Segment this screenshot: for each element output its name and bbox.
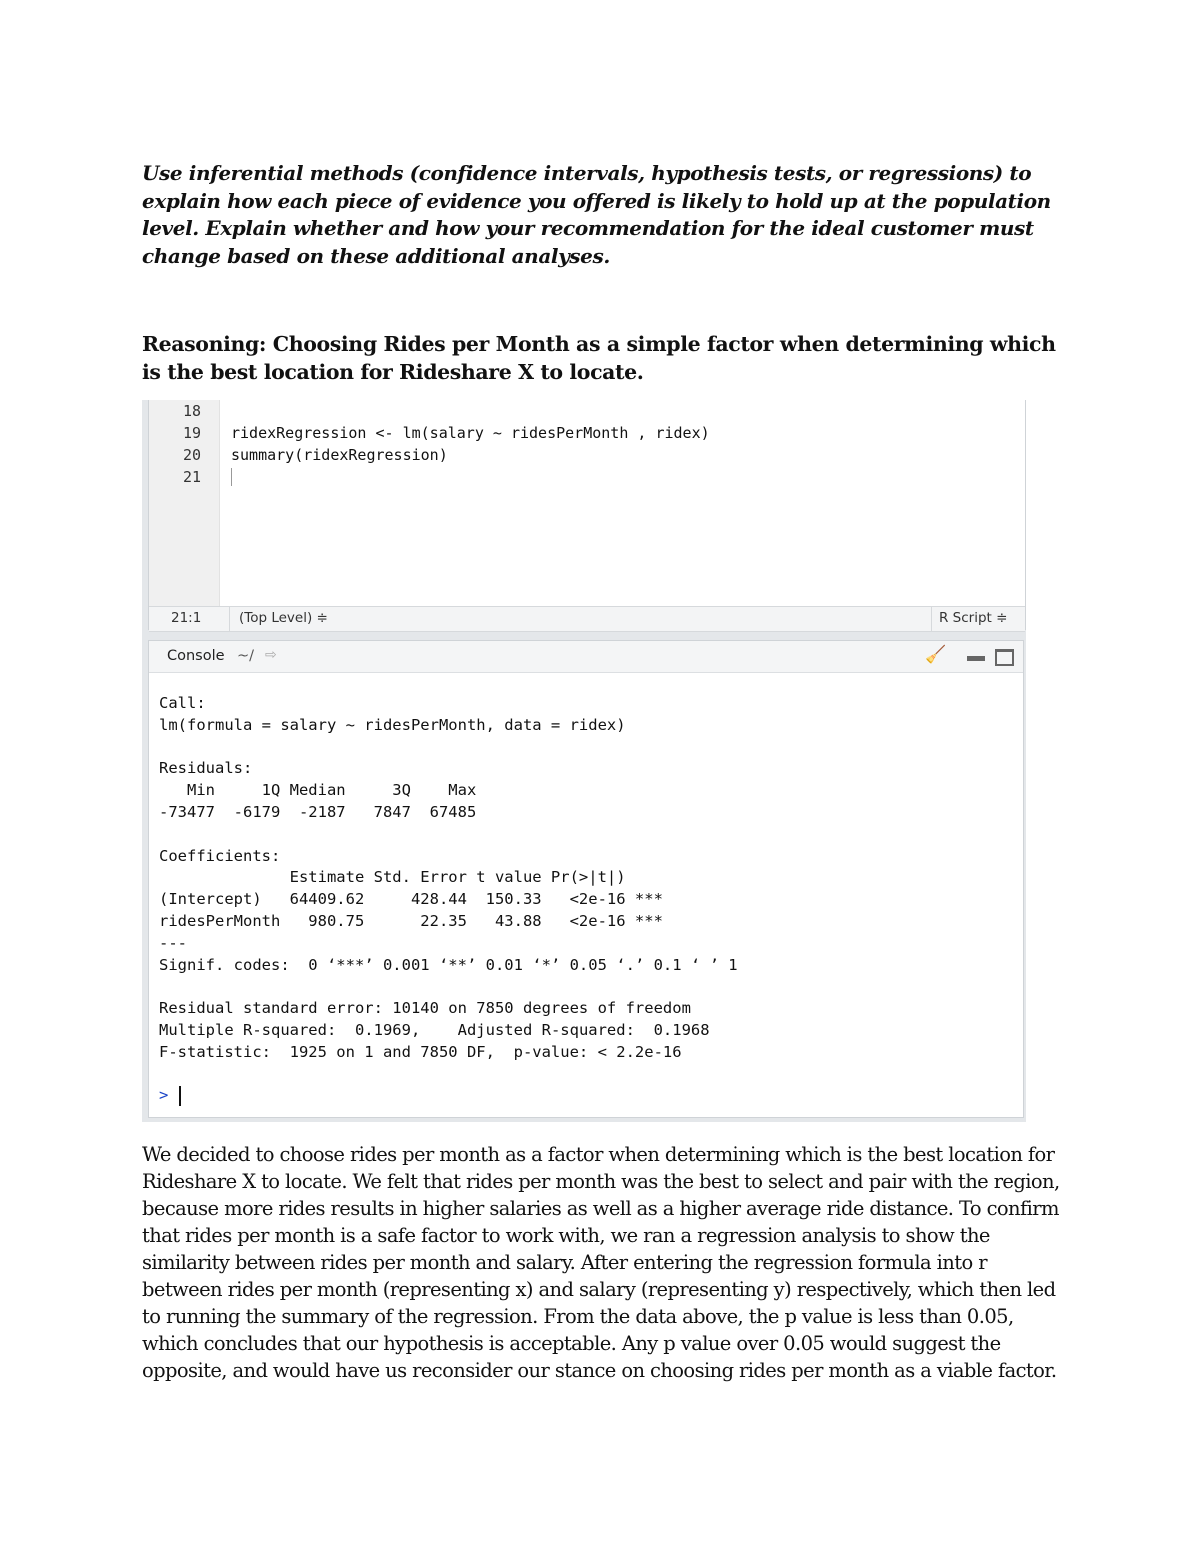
console-prompt: > <box>159 1086 169 1104</box>
line-number-gutter <box>149 400 220 606</box>
file-type-selector[interactable]: R Script ≑ <box>939 610 1008 626</box>
console-pane[interactable] <box>148 640 1024 1118</box>
status-divider <box>931 607 932 631</box>
console-output: Call: lm(formula = salary ~ ridesPerMonth, data = ridex) Residuals: Min 1Q Median 3Q Max -73477 -6179 -2187 7847 67485 Coefficients: Estimate Std. Error t value Pr(>|t|) (Intercept) 64409.62 428.44 150.33 <2e-16 *** ridesPerMonth 980.75 22.35 43.88 <2e-16 *** --- Signif. codes: 0 ‘***’ 0.001 ‘**’ 0.01 ‘*’ 0.05 ‘.’ 0.1 ‘ ’ 1 Residual standard error: 10140 on 7850 degrees of freedom Multiple R-squared: 0.1969, Adjusted R-squared: 0.1968 F-statistic: 1925 on 1 and 7850 DF, p-value: < 2.2e-16 <box>159 694 738 1061</box>
explanation-paragraph: We decided to choose rides per month as a factor when determining which is the best location for Rideshare X to locate. We felt that rides per month was the best to select and pair with the region, because more rides results in higher salaries as well as a higher average ride distance. To confirm that rides per month is a safe factor to work with, we ran a regression analysis to show the similarity between rides per month and salary. After entering the regression formula into r between rides per month (representing x) and salary (representing y) respectively, which then led to running the summary of the regression. From the data above, the p value is less than 0.05, which concludes that our hypothesis is acceptable. Any p value over 0.05 would suggest the opposite, and would have us reconsider our stance on choosing rides per month as a viable factor. <box>142 1143 1060 1382</box>
maximize-pane-icon[interactable] <box>995 649 1014 666</box>
code-line[interactable]: ridexRegression <- lm(salary ~ ridesPerMonth , ridex) <box>231 424 710 442</box>
rstudio-screenshot <box>142 400 1026 1122</box>
code-line[interactable]: summary(ridexRegression) <box>231 446 448 464</box>
editor-cursor <box>231 468 232 486</box>
line-number: 18 <box>182 402 201 420</box>
reasoning-heading: Reasoning: Choosing Rides per Month as a simple factor when determining which is the best location for Rideshare X to locate. <box>142 332 1056 384</box>
status-divider <box>229 607 230 631</box>
line-number: 20 <box>182 446 201 464</box>
script-editor[interactable] <box>148 400 1026 630</box>
assignment-prompt: Use inferential methods (confidence intervals, hypothesis tests, or regressions) to explain how each piece of evidence you offered is likely to hold up at the population level. Explain whether and how your recommendation for the ideal customer must change based on these additional analyses. <box>142 161 1051 268</box>
line-number: 21 <box>182 468 201 486</box>
minimize-pane-icon[interactable] <box>967 656 985 661</box>
working-directory: ~/ <box>237 648 255 664</box>
goto-directory-icon[interactable]: ⇨ <box>265 647 277 663</box>
console-tab[interactable]: Console <box>167 648 225 664</box>
console-header <box>149 641 1023 673</box>
cursor-position: 21:1 <box>171 610 202 626</box>
clear-console-icon[interactable]: 🧹 <box>925 645 947 665</box>
scope-selector[interactable]: (Top Level) ≑ <box>239 610 328 626</box>
line-number: 19 <box>182 424 201 442</box>
console-input-cursor[interactable] <box>179 1086 181 1106</box>
editor-status-bar <box>149 606 1025 632</box>
